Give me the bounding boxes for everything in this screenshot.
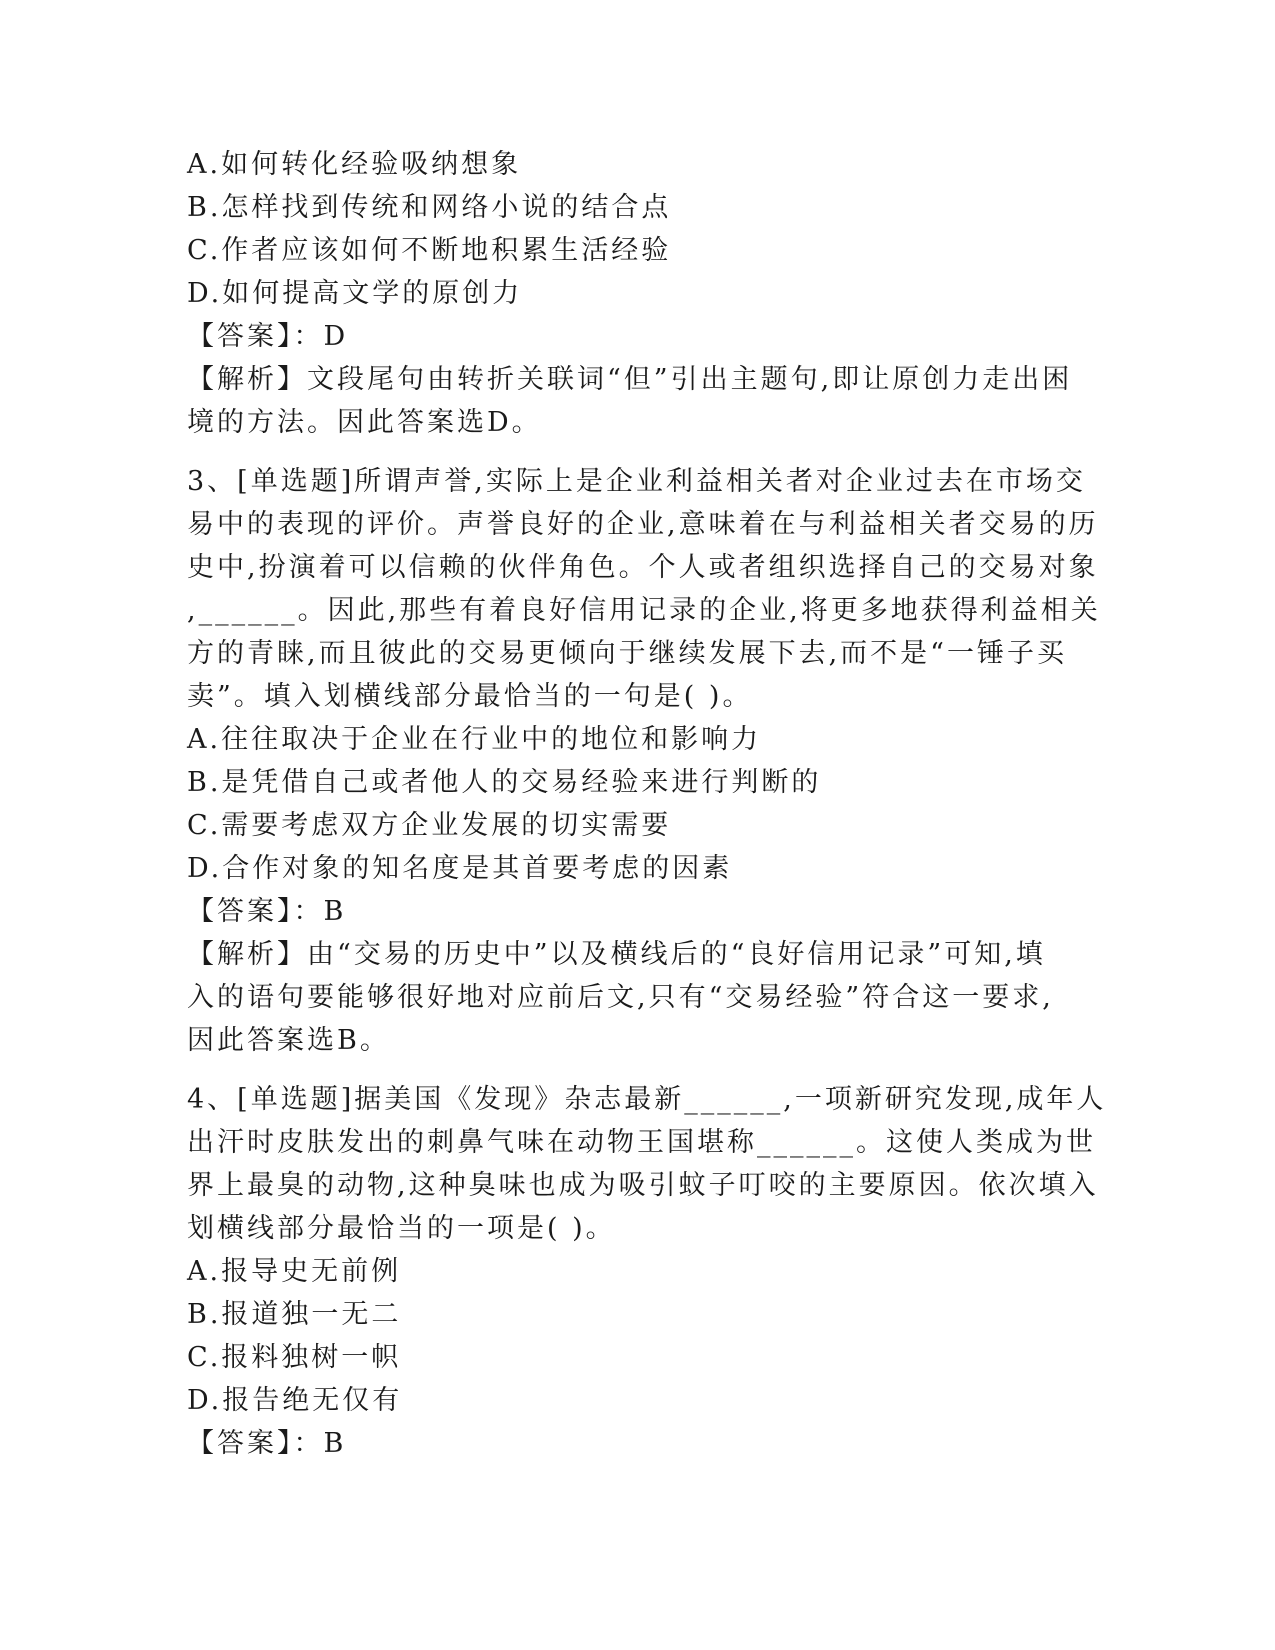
option-b: B.是凭借自己或者他人的交易经验来进行判断的 — [187, 767, 822, 798]
question-stem-line: ,______。因此,那些有着良好信用记录的企业,将更多地获得利益相关 — [187, 595, 1101, 626]
option-a: A.往往取决于企业在行业中的地位和影响力 — [187, 724, 762, 755]
option-c: C.报料独树一帜 — [187, 1342, 402, 1373]
document-page — [187, 143, 1107, 1465]
question-stem-line: 史中,扮演着可以信赖的伙伴角色。个人或者组织选择自己的交易对象 — [187, 552, 1099, 583]
option-b: B.怎样找到传统和网络小说的结合点 — [187, 192, 672, 223]
option-b: B.报道独一无二 — [187, 1299, 402, 1330]
question-4 — [187, 1078, 1107, 1465]
question-stem-line: 3、[单选题]所谓声誉,实际上是企业利益相关者对企业过去在市场交 — [187, 466, 1086, 497]
answer: 【答案】：B — [187, 896, 347, 927]
answer: 【答案】：B — [187, 1428, 347, 1459]
question-stem-line: 易中的表现的评价。声誉良好的企业,意味着在与利益相关者交易的历 — [187, 509, 1099, 540]
option-d: D.如何提高文学的原创力 — [187, 278, 523, 309]
question-2-tail — [187, 143, 1087, 444]
answer: 【答案】：D — [187, 321, 349, 352]
analysis-line: 【解析】由“交易的历史中”以及横线后的“良好信用记录”可知,填 — [187, 939, 1046, 970]
option-c: C.需要考虑双方企业发展的切实需要 — [187, 810, 672, 841]
question-stem-line: 卖”。填入划横线部分最恰当的一句是( )。 — [187, 681, 753, 712]
question-stem-line: 界上最臭的动物,这种臭味也成为吸引蚊子叮咬的主要原因。依次填入 — [187, 1170, 1099, 1201]
analysis-line: 【解析】文段尾句由转折关联词“但”引出主题句,即让原创力走出困 — [187, 364, 1073, 395]
question-stem-line: 划横线部分最恰当的一项是( )。 — [187, 1213, 616, 1244]
question-3 — [187, 460, 1101, 1062]
question-stem-line: 4、[单选题]据美国《发现》杂志最新______,一项新研究发现,成年人 — [187, 1084, 1107, 1115]
option-c: C.作者应该如何不断地积累生活经验 — [187, 235, 672, 266]
analysis-line: 入的语句要能够很好地对应前后文,只有“交易经验”符合这一要求, — [187, 982, 1054, 1013]
question-stem-line: 方的青睐,而且彼此的交易更倾向于继续发展下去,而不是“一锤子买 — [187, 638, 1067, 669]
question-stem-line: 出汗时皮肤发出的刺鼻气味在动物王国堪称______。这使人类成为世 — [187, 1127, 1096, 1158]
option-d: D.合作对象的知名度是其首要考虑的因素 — [187, 853, 733, 884]
analysis-line: 因此答案选B。 — [187, 1025, 390, 1056]
option-a: A.报导史无前例 — [187, 1256, 402, 1287]
option-d: D.报告绝无仅有 — [187, 1385, 403, 1416]
option-a: A.如何转化经验吸纳想象 — [187, 149, 522, 180]
analysis-line: 境的方法。因此答案选D。 — [187, 407, 542, 438]
